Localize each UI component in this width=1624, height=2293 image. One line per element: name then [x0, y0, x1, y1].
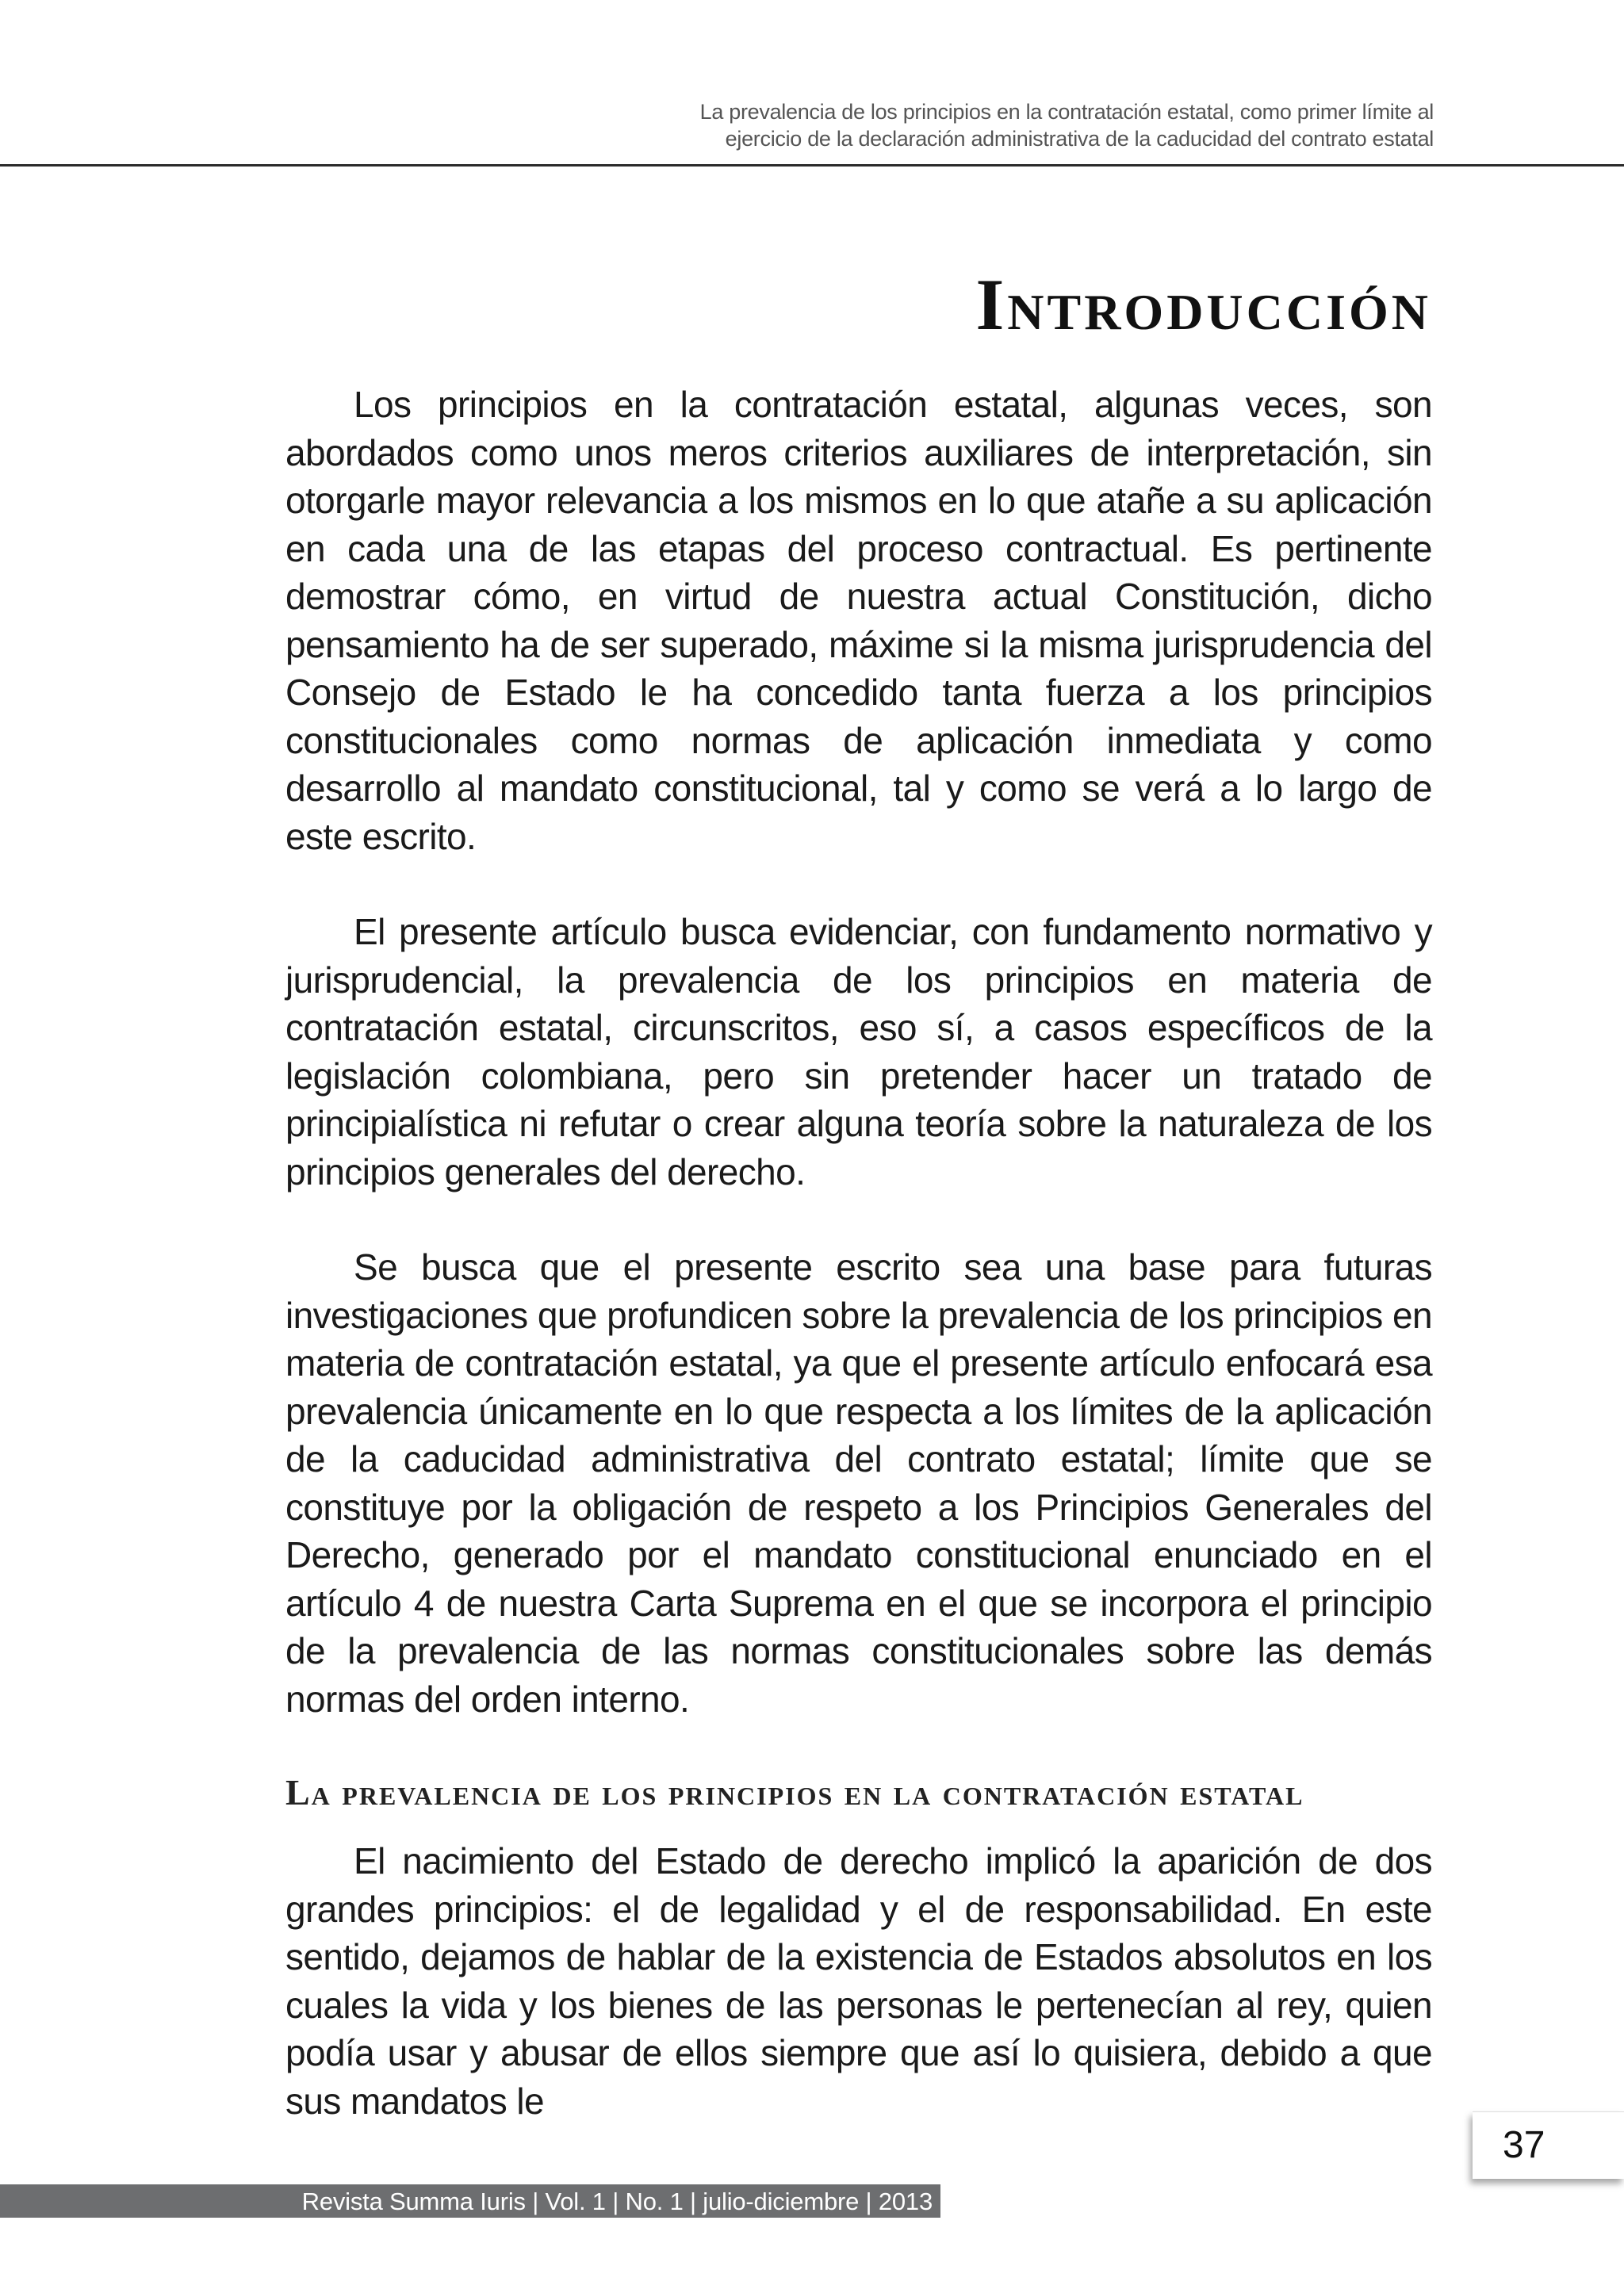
running-header-line-2: ejercicio de la declaración administrativa de la caducidad del contrato estatal	[725, 127, 1434, 151]
running-header-line-1: La prevalencia de los principios en la contratación estatal, como primer límite al	[699, 100, 1434, 124]
page-number-tab	[1473, 2111, 1624, 2179]
journal-citation: Revista Summa Iuris | Vol. 1 | No. 1 | julio-diciembre | 2013	[301, 2188, 933, 2215]
paragraph-1: Los principios en la contratación estatal, algunas veces, son abordados como unos meros criterios auxiliares de interpretación, sin otorgarle mayor relevancia a los mismos en lo que atañe a su aplicación en cada una de las etapas del proceso contractual. Es pertinente demostrar cómo, en virtud de nuestra actual Constitución, dicho pensamiento ha de ser superado, máxime si la misma jurisprudencia del Consejo de Estado le ha concedido tanta fuerza a los principios constitucionales como normas de aplicación inmediata y como desarrollo al mandato constitucional, tal y como se verá a lo largo de este escrito.	[285, 384, 1432, 857]
paragraph-3: Se busca que el presente escrito sea una base para futuras investigaciones que profundicen sobre la prevalencia de los principios en materia de contratación estatal, ya que el presente artículo enfocará esa prevalencia únicamente en lo que respecta a los límites de la aplicación de la caducidad administrativa del contrato estatal; límite que se constituye por la obligación de respeto a los Principios Generales del Derecho, generado por el mandato constitucional enunciado en el artículo 4 de nuestra Carta Suprema en el que se incorpora el principio de la prevalencia de las normas constitucionales sobre las demás normas del orden interno.	[285, 1246, 1432, 1720]
paragraph-2: El presente artículo busca evidenciar, con fundamento normativo y jurisprudencial, la prevalencia de los principios en materia de contratación estatal, circunscritos, eso sí, a casos específicos de la legislación colombiana, pero sin pretender hacer un tratado de principialística ni refutar o crear alguna teoría sobre la naturaleza de los principios generales del derecho.	[285, 911, 1432, 1192]
header-divider	[0, 164, 1624, 167]
footer-band	[0, 2184, 940, 2218]
running-header	[244, 98, 1434, 152]
section-title: Introducción	[975, 264, 1431, 345]
page-body	[285, 381, 1432, 2172]
paragraph-4: El nacimiento del Estado de derecho implicó la aparición de dos grandes principios: el de legalidad y el de responsabilidad. En este sentido, dejamos de hablar de la existencia de Estados absolutos en los cuales la vida y los bienes de las personas le pertenecían al rey, quien podía usar y abusar de ellos siempre que así lo quisiera, debido a que sus mandatos le	[285, 1840, 1432, 2122]
page-number: 37	[1503, 2124, 1545, 2166]
subsection-heading: La prevalencia de los principios en la contratación estatal	[285, 1772, 1304, 1813]
